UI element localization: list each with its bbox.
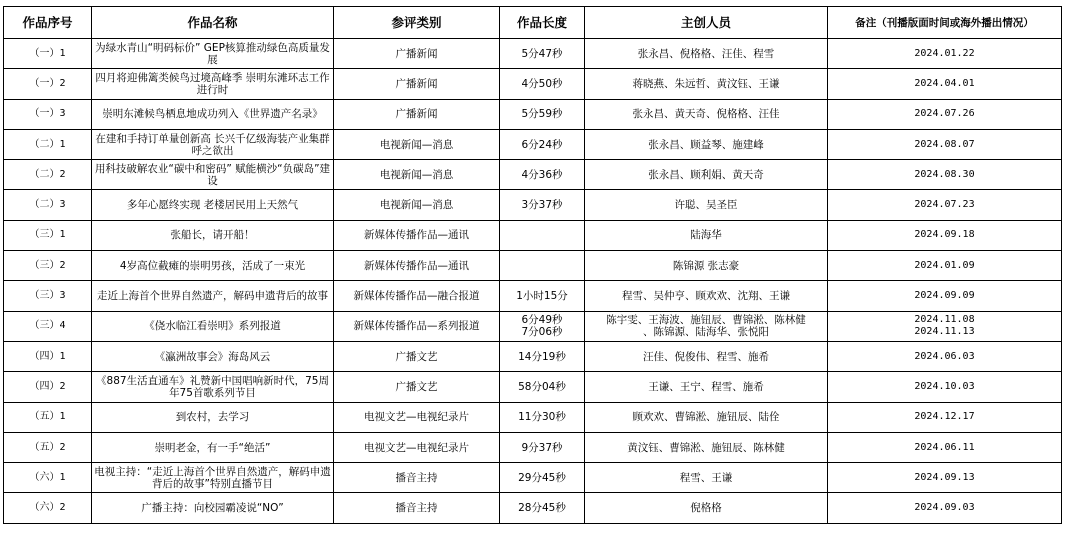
cell-note-line: 2024.08.07 — [914, 138, 975, 150]
cell-name: 用科技破解农业“碳中和密码” 赋能横沙“负碳岛”建设 — [92, 160, 334, 190]
cell-id: （一）3 — [4, 99, 92, 129]
cell-id: （二）3 — [4, 190, 92, 220]
cell-name: 崇明老金，有一手“绝活” — [92, 432, 334, 462]
cell-note-line: 2024.04.01 — [914, 77, 975, 89]
cell-length — [500, 39, 585, 69]
cell-staff-line: 蒋晓燕、朱远哲、黄汶钰、王谦 — [632, 77, 780, 90]
cell-note-line: 2024.09.03 — [914, 502, 975, 514]
table-row — [4, 129, 1062, 159]
table-header — [4, 7, 1062, 39]
cell-length-line: 11分30秒 — [518, 411, 566, 424]
cell-length — [500, 190, 585, 220]
table-row — [4, 281, 1062, 311]
cell-note — [828, 281, 1062, 311]
cell-note — [828, 372, 1062, 402]
cell-category: 广播新闻 — [334, 69, 500, 99]
table-body — [4, 39, 1062, 524]
cell-note — [828, 251, 1062, 281]
cell-note — [828, 190, 1062, 220]
cell-name: 多年心愿终实现 老楼居民用上天然气 — [92, 190, 334, 220]
cell-length — [500, 463, 585, 493]
header-note: 备注（刊播版面时间或海外播出情况） — [828, 7, 1062, 39]
cell-name: 四月将迎佛篱类候鸟过境高峰季 崇明东滩环志工作进行时 — [92, 69, 334, 99]
cell-length — [500, 99, 585, 129]
cell-staff-line: 汪佳、倪俊伟、程雪、施希 — [643, 350, 769, 363]
table-row — [4, 39, 1062, 69]
cell-name: 广播主持：向校园霸凌说“NO” — [92, 493, 334, 523]
cell-note-line: 2024.08.30 — [914, 168, 975, 180]
cell-length-line: 1小时15分 — [516, 290, 568, 303]
cell-length — [500, 493, 585, 523]
cell-note — [828, 99, 1062, 129]
cell-staff-line: 程雪、王谦 — [679, 471, 733, 484]
cell-note — [828, 220, 1062, 250]
cell-staff — [585, 129, 828, 159]
cell-note-line: 2024.07.26 — [914, 108, 975, 120]
cell-staff-line: 张永昌、黄天奇、倪格格、汪佳 — [632, 108, 780, 121]
cell-name: 《侥水临江看崇明》系列报道 — [92, 311, 334, 341]
cell-staff — [585, 402, 828, 432]
cell-id: （四）2 — [4, 372, 92, 402]
cell-note — [828, 402, 1062, 432]
cell-id: （三）1 — [4, 220, 92, 250]
cell-staff — [585, 220, 828, 250]
cell-length-line: 4分36秒 — [521, 168, 563, 181]
cell-name: 《瀛洲故事会》海岛风云 — [92, 341, 334, 371]
cell-note — [828, 160, 1062, 190]
cell-note-line: 2024.01.09 — [914, 259, 975, 271]
cell-staff — [585, 39, 828, 69]
table-row — [4, 69, 1062, 99]
cell-category: 新媒体传播作品—通讯 — [334, 220, 500, 250]
table-row — [4, 190, 1062, 220]
cell-name: 崇明东滩候鸟栖息地成功列入《世界遗产名录》 — [92, 99, 334, 129]
cell-category: 新媒体传播作品—通讯 — [334, 251, 500, 281]
cell-length-line: 5分59秒 — [521, 108, 563, 121]
cell-category: 广播文艺 — [334, 341, 500, 371]
cell-length — [500, 281, 585, 311]
cell-staff-line: 张永昌、倪格格、汪佳、程雪 — [637, 47, 775, 60]
cell-category: 电视新闻—消息 — [334, 129, 500, 159]
table-row — [4, 251, 1062, 281]
cell-length — [500, 341, 585, 371]
cell-length-line: 58分04秒 — [518, 380, 566, 393]
cell-staff — [585, 69, 828, 99]
cell-note — [828, 432, 1062, 462]
works-table — [3, 6, 1062, 524]
cell-staff — [585, 311, 828, 341]
cell-category: 播音主持 — [334, 493, 500, 523]
cell-length — [500, 432, 585, 462]
cell-note — [828, 129, 1062, 159]
cell-category: 新媒体传播作品—融合报道 — [334, 281, 500, 311]
cell-staff-line: 陆海华 — [690, 229, 722, 242]
cell-name: 《887生活直通车》礼赞新中国唱响新时代，75周年75首歌系列节目 — [92, 372, 334, 402]
table-row — [4, 493, 1062, 523]
cell-id: （五）1 — [4, 402, 92, 432]
cell-length-line: 3分37秒 — [521, 199, 563, 212]
cell-name: 走近上海首个世界自然遗产，解码申遗背后的故事 — [92, 281, 334, 311]
cell-category: 广播文艺 — [334, 372, 500, 402]
table-row — [4, 463, 1062, 493]
cell-staff-line: 程雪、吴仲亨、顾欢欢、沈翔、王谦 — [622, 290, 790, 303]
cell-note-line: 2024.09.18 — [914, 229, 975, 241]
cell-staff-line: 、陈锦源、陆海华、张悦阳 — [643, 326, 769, 339]
table-row — [4, 432, 1062, 462]
cell-staff — [585, 190, 828, 220]
cell-category: 广播新闻 — [334, 99, 500, 129]
cell-length-line: 28分45秒 — [518, 502, 566, 515]
cell-note-line: 2024.06.11 — [914, 441, 975, 453]
cell-staff — [585, 99, 828, 129]
cell-name: 在建和手持订单量创新高 长兴千亿级海装产业集群呼之欲出 — [92, 129, 334, 159]
cell-length — [500, 160, 585, 190]
cell-name: 电视主持：“走近上海首个世界自然遗产，解码申遗背后的故事”特别直播节目 — [92, 463, 334, 493]
cell-note — [828, 39, 1062, 69]
cell-name: 4岁高位截瘫的崇明男孩，活成了一束光 — [92, 251, 334, 281]
cell-staff — [585, 493, 828, 523]
cell-name: 为绿水青山“明码标价” GEP核算推动绿色高质量发展 — [92, 39, 334, 69]
cell-id: （三）3 — [4, 281, 92, 311]
cell-id: （一）1 — [4, 39, 92, 69]
cell-length — [500, 251, 585, 281]
table-row — [4, 220, 1062, 250]
cell-name: 到农村，去学习 — [92, 402, 334, 432]
cell-note-line: 2024.11.08 — [914, 314, 975, 326]
header-name: 作品名称 — [92, 7, 334, 39]
cell-staff — [585, 160, 828, 190]
cell-length-line: 4分50秒 — [521, 77, 563, 90]
header-category: 参评类别 — [334, 7, 500, 39]
cell-length-line: 6分49秒 — [521, 314, 563, 327]
cell-length — [500, 220, 585, 250]
cell-staff-line: 顾欢欢、曹锦淞、施钮辰、陆佺 — [632, 411, 780, 424]
table-row — [4, 311, 1062, 341]
cell-category: 播音主持 — [334, 463, 500, 493]
cell-length-line: 14分19秒 — [518, 350, 566, 363]
cell-staff-line: 王谦、王宁、程雪、施希 — [648, 380, 764, 393]
cell-length — [500, 311, 585, 341]
cell-note-line: 2024.06.03 — [914, 350, 975, 362]
cell-staff-line: 张永昌、顾益琴、施建峰 — [648, 138, 764, 151]
cell-staff — [585, 372, 828, 402]
cell-length — [500, 402, 585, 432]
cell-staff — [585, 463, 828, 493]
table-row — [4, 402, 1062, 432]
cell-note-line: 2024.10.03 — [914, 380, 975, 392]
cell-length — [500, 372, 585, 402]
cell-staff-line: 黄汶钰、曹锦淞、施钮辰、陈林健 — [627, 441, 785, 454]
cell-category: 新媒体传播作品—系列报道 — [334, 311, 500, 341]
cell-length-line: 5分47秒 — [521, 47, 563, 60]
cell-id: （四）1 — [4, 341, 92, 371]
cell-length — [500, 129, 585, 159]
cell-staff-line: 许聪、吴圣臣 — [674, 199, 738, 212]
cell-category: 电视新闻—消息 — [334, 160, 500, 190]
table-row — [4, 341, 1062, 371]
header-id: 作品序号 — [4, 7, 92, 39]
cell-note-line: 2024.07.23 — [914, 199, 975, 211]
cell-id: （五）2 — [4, 432, 92, 462]
cell-length-line: 6分24秒 — [521, 138, 563, 151]
cell-note-line: 2024.01.22 — [914, 47, 975, 59]
cell-note-line: 2024.12.17 — [914, 411, 975, 423]
cell-category: 电视文艺—电视纪录片 — [334, 402, 500, 432]
cell-staff-line: 陈宇雯、王海波、施钮辰、曹锦淞、陈林健 — [606, 314, 806, 327]
cell-note — [828, 69, 1062, 99]
header-row — [4, 7, 1062, 39]
cell-staff-line: 倪格格 — [690, 502, 722, 515]
cell-id: （二）1 — [4, 129, 92, 159]
cell-staff-line: 陈锦源 张志豪 — [672, 259, 740, 272]
cell-id: （六）2 — [4, 493, 92, 523]
cell-id: （三）4 — [4, 311, 92, 341]
table-row — [4, 160, 1062, 190]
cell-note — [828, 341, 1062, 371]
header-length: 作品长度 — [500, 7, 585, 39]
cell-length-line: 29分45秒 — [518, 471, 566, 484]
cell-note-line: 2024.09.13 — [914, 471, 975, 483]
cell-id: （三）2 — [4, 251, 92, 281]
cell-id: （一）2 — [4, 69, 92, 99]
cell-note-line: 2024.09.09 — [914, 290, 975, 302]
cell-category: 电视新闻—消息 — [334, 190, 500, 220]
cell-staff-line: 张永昌、顾利娟、黄天奇 — [648, 168, 764, 181]
cell-note — [828, 311, 1062, 341]
header-staff: 主创人员 — [585, 7, 828, 39]
cell-note — [828, 463, 1062, 493]
cell-staff — [585, 432, 828, 462]
cell-length — [500, 69, 585, 99]
cell-length-line: 7分06秒 — [521, 326, 563, 339]
table-row — [4, 99, 1062, 129]
cell-name: 张船长，请开船！ — [92, 220, 334, 250]
cell-note — [828, 493, 1062, 523]
cell-staff — [585, 251, 828, 281]
cell-staff — [585, 281, 828, 311]
cell-id: （六）1 — [4, 463, 92, 493]
cell-note-line: 2024.11.13 — [914, 326, 975, 338]
cell-category: 电视文艺—电视纪录片 — [334, 432, 500, 462]
cell-category: 广播新闻 — [334, 39, 500, 69]
cell-length-line: 9分37秒 — [521, 441, 563, 454]
table-row — [4, 372, 1062, 402]
cell-staff — [585, 341, 828, 371]
cell-id: （二）2 — [4, 160, 92, 190]
